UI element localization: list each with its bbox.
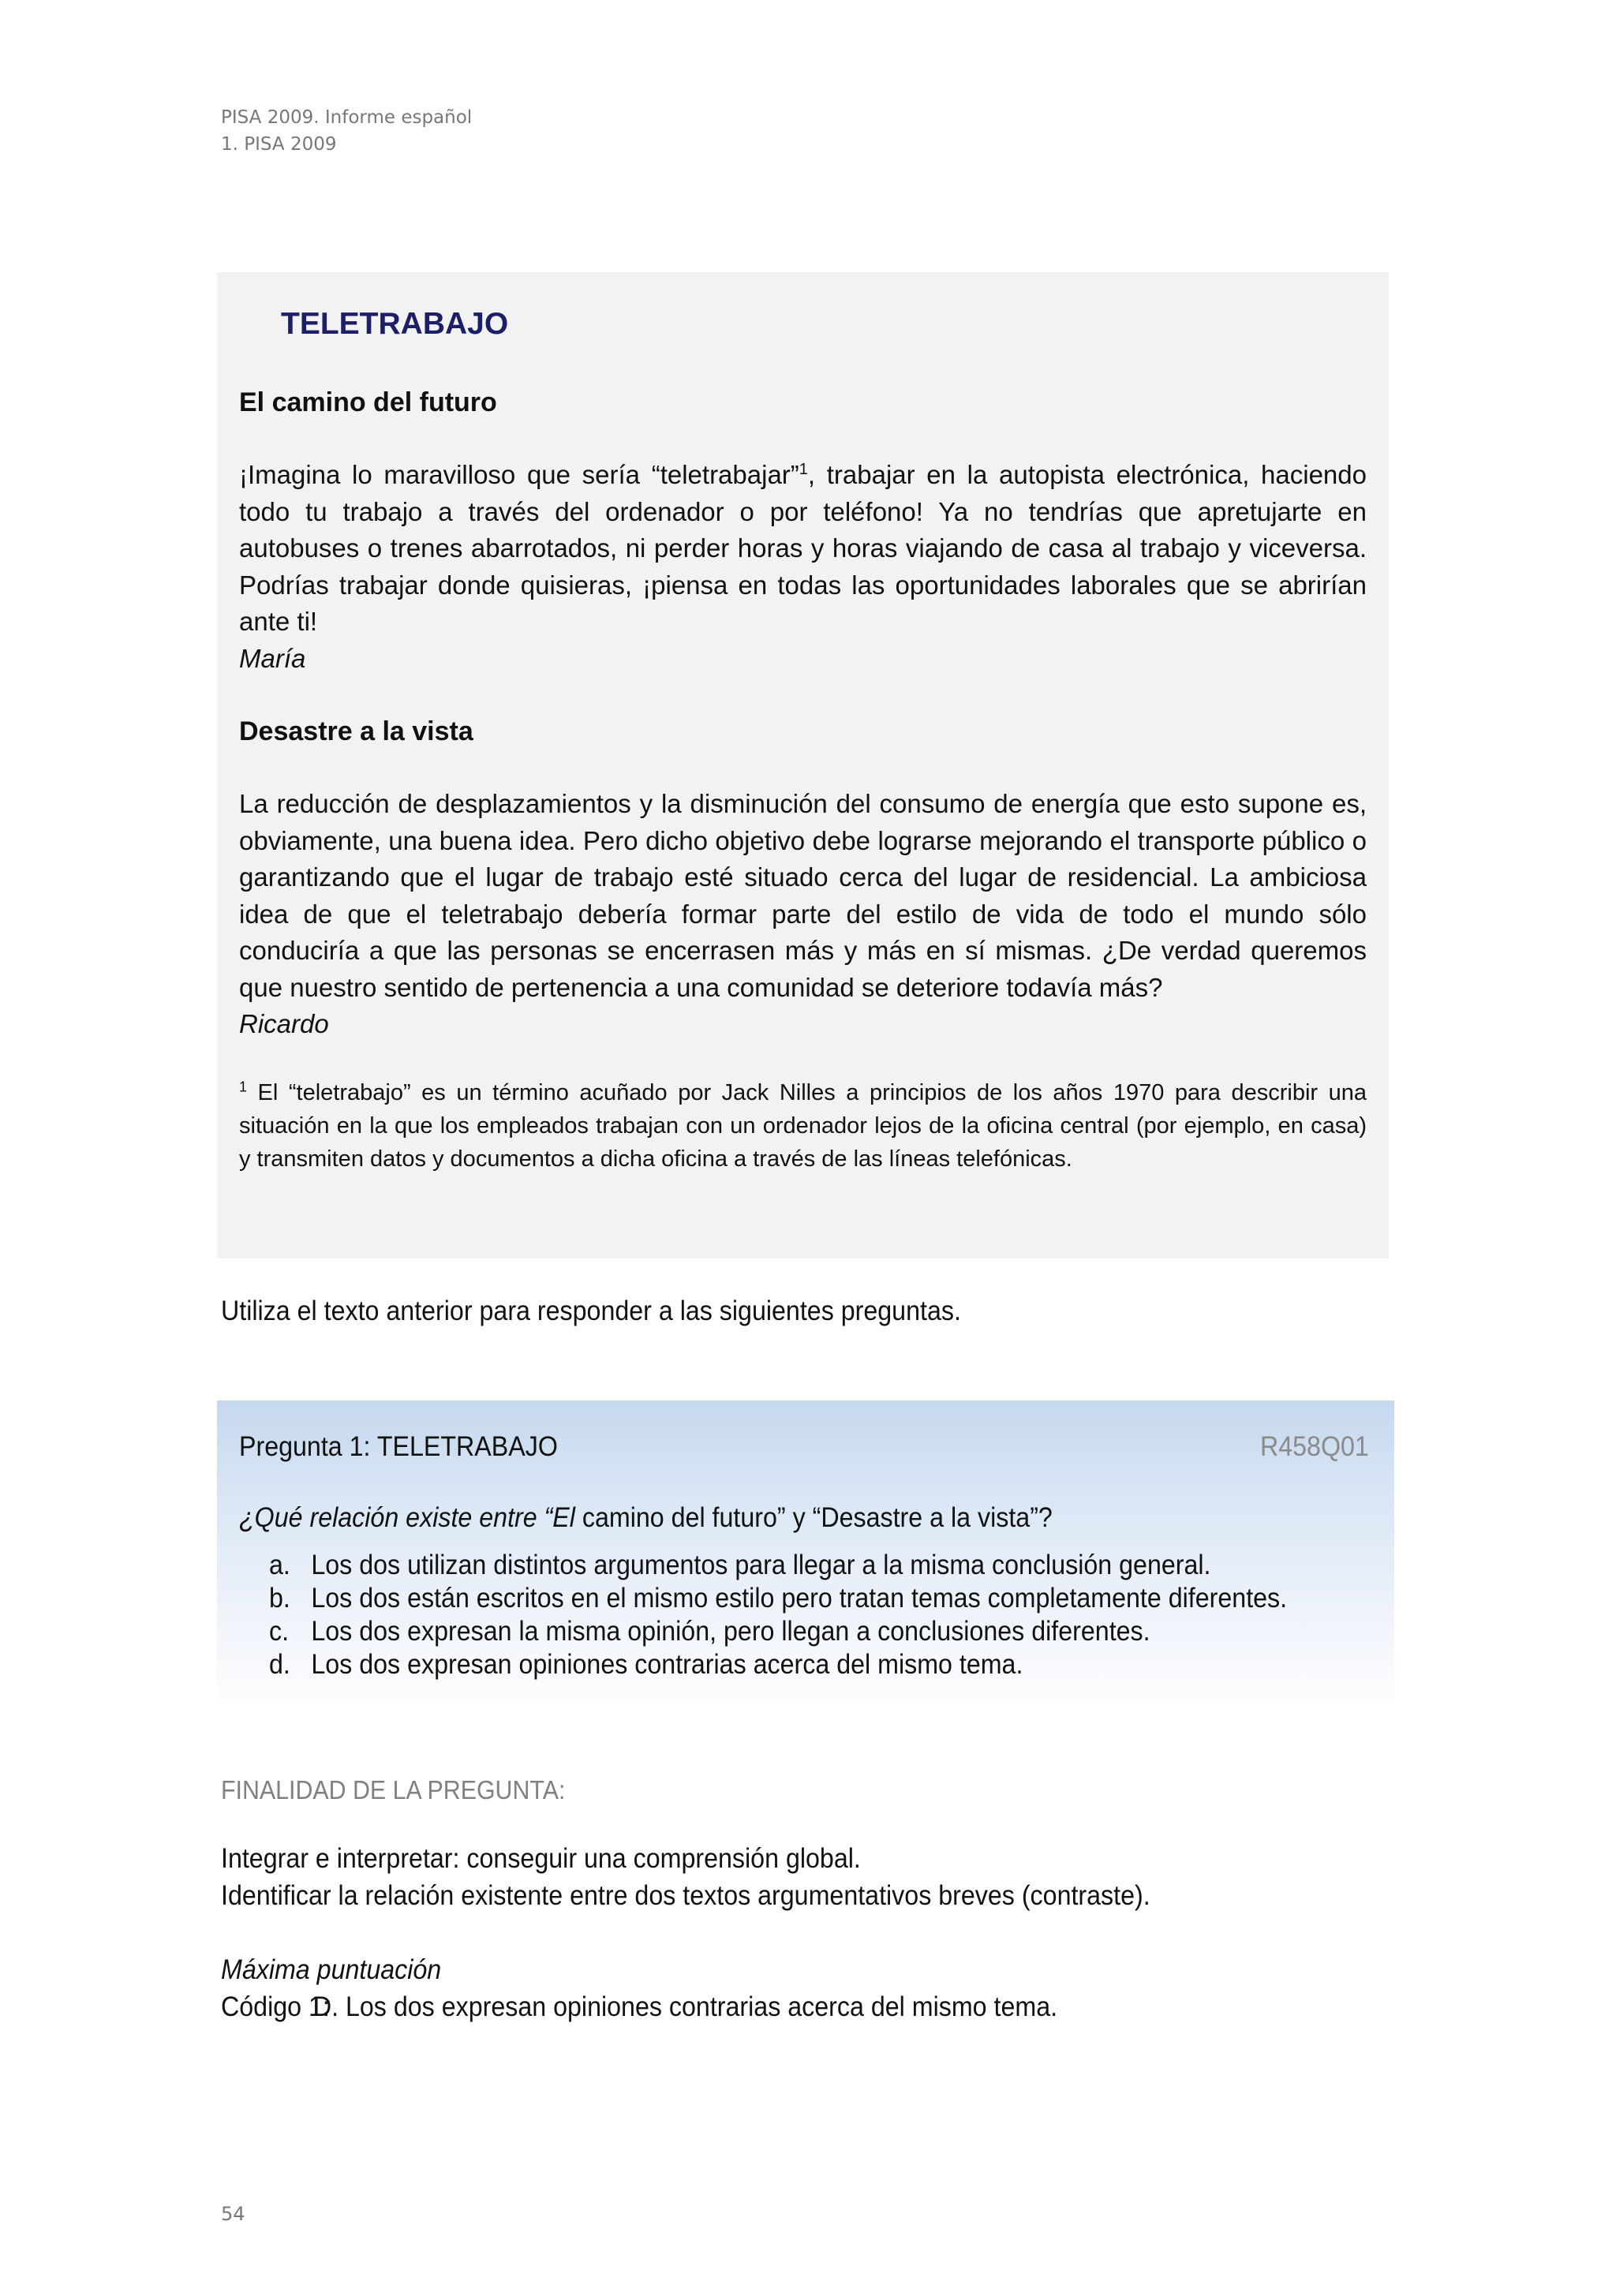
score-code-line: [221, 1990, 1057, 2025]
option-text: Los dos están escritos en el mismo estilo pero tratan temas completamente diferentes.: [311, 1583, 1288, 1614]
option-letter: a.: [269, 1550, 290, 1580]
question-stem: [239, 1501, 1053, 1535]
option-text: Los dos utilizan distintos argumentos para llegar a la misma conclusión general.: [311, 1550, 1211, 1580]
footnote: [239, 1076, 1367, 1176]
section1-author: María: [239, 643, 306, 673]
answer-option-c: [269, 1615, 1287, 1648]
purpose-line-1: Integrar e interpretar: conseguir una comprensión global.: [221, 1843, 861, 1874]
question-stem-rest: camino del futuro” y “Desastre a la vista”?: [574, 1502, 1053, 1533]
purpose-heading: FINALIDAD DE LA PREGUNTA:: [221, 1775, 566, 1804]
section2-body: La reducción de desplazamientos y la disminución del consumo de energía que esto supone es, obviamente, una buena idea. Pero dicho objetivo debe lograrse mejorando el transporte público o garantizando que el lugar de trabajo esté situado cerca del lugar de residencial. La ambiciosa idea de que el teletrabajo debería formar parte del estilo de vida de todo el mundo sólo conduciría a que las personas se encerrasen más y más en sí mismas. ¿De verdad queremos que nuestro sentido de pertenencia a una comunidad se deteriore todavía más?: [239, 789, 1367, 1002]
option-letter: d.: [269, 1649, 290, 1680]
question-box: [217, 1400, 1394, 1700]
header-chapter: 1. PISA 2009: [221, 134, 337, 155]
score-code-text: D. Los dos expresan opiniones contrarias acerca del mismo tema.: [312, 1991, 1058, 2022]
score-code-label: Código 1:: [221, 1991, 330, 2022]
running-header: [221, 104, 472, 158]
footnote-reference: 1: [799, 461, 808, 478]
answer-option-a: [269, 1549, 1287, 1582]
reading-text-box: [217, 272, 1389, 1258]
max-score-label: Máxima puntuación: [221, 1954, 442, 1985]
option-letter: b.: [269, 1583, 290, 1614]
text-title: TELETRABAJO: [281, 307, 509, 341]
section2-heading: Desastre a la vista: [239, 716, 473, 746]
instruction-text: Utiliza el texto anterior para responder a las siguientes preguntas.: [221, 1296, 961, 1326]
question-code: R458Q01: [1260, 1431, 1369, 1462]
section1-body-rest: , trabajar en la autopista electrónica, haciendo todo tu trabajo a través del ordenador o por teléfono! Ya no tendrías que apretujarte en autobuses o trenes abarrotados, ni perder horas y horas viajando de casa al trabajo y viceversa. Podrías trabajar donde quisieras, ¡piensa en todas las oportunidades laborales que se abrirían ante ti!: [239, 460, 1367, 636]
header-publication: PISA 2009. Informe español: [221, 107, 473, 128]
question-title: Pregunta 1: TELETRABAJO: [239, 1431, 558, 1462]
section1-body: [239, 457, 1367, 641]
section1-heading: El camino del futuro: [239, 387, 497, 417]
question-stem-italic: ¿Qué relación existe entre “El: [239, 1502, 575, 1533]
page-number: 54: [221, 2203, 245, 2225]
section2-author: Ricardo: [239, 1009, 329, 1038]
purpose-text: [221, 1840, 1150, 1914]
section1-body-start: ¡Imagina lo maravilloso que sería “teletrabajar”: [239, 460, 799, 489]
option-text: Los dos expresan opiniones contrarias acerca del mismo tema.: [311, 1649, 1023, 1680]
footnote-marker: 1: [239, 1078, 248, 1094]
answer-option-b: [269, 1582, 1287, 1615]
option-letter: c.: [269, 1616, 290, 1647]
footnote-text: El “teletrabajo” es un término acuñado por Jack Nilles a principios de los años 1970 para describir una situación en la que los empleados trabajan con un ordenador lejos de la oficina central (por ejemplo, en casa) y transmiten datos y documentos a dicha oficina a través de las líneas telefónicas.: [239, 1079, 1367, 1172]
answer-option-d: [269, 1648, 1287, 1681]
purpose-line-2: Identificar la relación existente entre dos textos argumentativos breves (contraste).: [221, 1880, 1150, 1911]
answer-options: [269, 1549, 1375, 1681]
option-text: Los dos expresan la misma opinión, pero llegan a conclusiones diferentes.: [311, 1616, 1150, 1647]
